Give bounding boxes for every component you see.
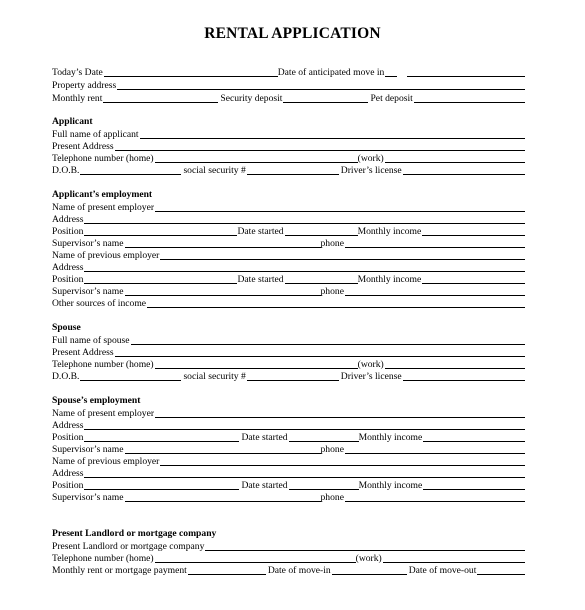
spouse-employment-heading: Spouse’s employment [52,395,141,406]
row-app-position2 [52,273,525,285]
row-applicant-phone [52,152,525,164]
applicant-heading: Applicant [52,116,93,127]
sp-date-started2-field[interactable] [289,481,359,490]
row-applicant-dob [52,164,525,176]
sp-supervisor-label: Supervisor’s name [52,444,124,455]
row-app-supervisor2 [52,285,525,297]
form-title: RENTAL APPLICATION [204,25,381,42]
sp-phone-field[interactable] [345,445,525,454]
app-monthly-income-field[interactable] [422,227,525,236]
security-deposit-field[interactable] [283,94,368,103]
monthly-rent-label: Monthly rent [52,93,103,104]
sp-address2-field[interactable] [84,469,525,478]
move-in-gap [385,68,397,77]
spouse-dob-label: D.O.B. [52,371,80,382]
app-phone-label: phone [320,238,344,249]
sp-phone2-label: phone [320,492,344,503]
app-other-income-field[interactable] [147,299,525,308]
applicant-phone-home-field[interactable] [155,154,358,163]
spouse-address-label: Present Address [52,347,114,358]
row-spouse-name [52,334,525,346]
app-phone-field[interactable] [345,239,525,248]
row-spouse-phone [52,358,525,370]
todays-date-field[interactable] [104,68,278,77]
row-sp-supervisor2 [52,491,525,503]
applicant-dob-field[interactable] [80,166,181,175]
sp-date-started-field[interactable] [289,433,359,442]
applicant-name-field[interactable] [140,130,525,139]
monthly-payment-field[interactable] [188,566,266,575]
spouse-phone-home-field[interactable] [155,360,358,369]
applicant-employment-heading: Applicant’s employment [52,189,153,200]
app-other-income-label: Other sources of income [52,298,147,309]
row-sp-position [52,431,525,443]
app-position2-field[interactable] [84,275,237,284]
applicant-work-label: (work) [357,153,384,164]
security-deposit-label: Security deposit [220,93,283,104]
row-property-address [52,79,525,91]
sp-address2-label: Address [52,468,84,479]
spouse-work-label: (work) [357,359,384,370]
row-applicant-name [52,128,525,140]
row-sp-supervisor [52,443,525,455]
sp-previous-employer-label: Name of previous employer [52,456,160,467]
todays-date-label: Today’s Date [52,67,103,78]
app-date-started-label: Date started [237,226,284,237]
app-monthly-income2-field[interactable] [422,275,525,284]
date-move-out-label: Date of move-out [408,565,477,576]
row-app-address [52,213,525,225]
landlord-heading: Present Landlord or mortgage company [52,528,217,539]
pet-deposit-field[interactable] [414,94,525,103]
row-app-address2 [52,261,525,273]
landlord-company-label: Present Landlord or mortgage company [52,541,205,552]
move-in-field[interactable] [407,68,525,77]
row-landlord-phone [52,552,525,564]
row-app-present-employer [52,201,525,213]
row-sp-address [52,419,525,431]
spouse-ssn-label: social security # [183,371,246,382]
row-sp-position2 [52,479,525,491]
row-monthly-rent [52,92,525,104]
date-move-out-field[interactable] [477,566,525,575]
row-todays-date [52,66,525,78]
app-phone2-field[interactable] [345,287,525,296]
property-address-field[interactable] [117,81,525,90]
landlord-phone-label: Telephone number (home) [52,553,154,564]
date-move-in-field[interactable] [332,566,407,575]
sp-date-started-label: Date started [241,432,288,443]
app-phone2-label: phone [320,286,344,297]
row-app-position [52,225,525,237]
row-spouse-dob [52,370,525,382]
sp-position2-label: Position [52,480,84,491]
row-sp-present-employer [52,407,525,419]
app-monthly-income-label: Monthly income [357,226,422,237]
app-address-label: Address [52,214,84,225]
sp-supervisor-field[interactable] [125,445,321,454]
sp-supervisor2-label: Supervisor’s name [52,492,124,503]
spouse-heading: Spouse [52,322,81,333]
applicant-dob-label: D.O.B. [52,165,80,176]
sp-position2-field[interactable] [84,481,239,490]
app-position-field[interactable] [84,227,237,236]
spouse-license-label: Driver’s license [340,371,402,382]
sp-address-field[interactable] [84,421,525,430]
app-supervisor2-label: Supervisor’s name [52,286,124,297]
app-monthly-income2-label: Monthly income [357,274,422,285]
app-position-label: Position [52,226,84,237]
sp-present-employer-label: Name of present employer [52,408,155,419]
date-move-in-label: Date of move-in [267,565,331,576]
sp-date-started2-label: Date started [241,480,288,491]
app-position2-label: Position [52,274,84,285]
sp-supervisor2-field[interactable] [125,493,321,502]
property-address-label: Property address [52,80,117,91]
row-app-supervisor [52,237,525,249]
app-address-field[interactable] [84,215,525,224]
app-supervisor-field[interactable] [125,239,321,248]
app-present-employer-label: Name of present employer [52,202,155,213]
spouse-license-field[interactable] [403,372,525,381]
landlord-phone-work-field[interactable] [383,554,525,563]
spouse-ssn-field[interactable] [247,372,339,381]
sp-position-label: Position [52,432,84,443]
spouse-name-label: Full name of spouse [52,335,130,346]
monthly-payment-label: Monthly rent or mortgage payment [52,565,187,576]
sp-address-label: Address [52,420,84,431]
row-landlord-payment [52,564,525,576]
applicant-phone-label: Telephone number (home) [52,153,154,164]
sp-position-field[interactable] [84,433,239,442]
move-in-label: Date of anticipated move in [277,67,385,78]
applicant-address-label: Present Address [52,141,114,152]
app-address2-field[interactable] [84,263,525,272]
app-date-started-field[interactable] [285,227,358,236]
applicant-license-field[interactable] [403,166,525,175]
app-previous-employer-label: Name of previous employer [52,250,160,261]
applicant-address-field[interactable] [115,142,525,151]
spouse-dob-field[interactable] [80,372,181,381]
sp-monthly-income-field[interactable] [423,433,525,442]
sp-monthly-income2-label: Monthly income [358,480,423,491]
monthly-rent-field[interactable] [103,94,218,103]
app-present-employer-field[interactable] [155,203,525,212]
app-supervisor-label: Supervisor’s name [52,238,124,249]
sp-present-employer-field[interactable] [155,409,525,418]
row-landlord-company [52,540,525,552]
row-applicant-address [52,140,525,152]
applicant-name-label: Full name of applicant [52,129,139,140]
row-app-other-income [52,297,525,309]
sp-previous-employer-field[interactable] [160,457,525,466]
applicant-ssn-label: social security # [183,165,246,176]
spouse-phone-work-field[interactable] [385,360,525,369]
spouse-address-field[interactable] [115,348,525,357]
sp-phone2-field[interactable] [345,493,525,502]
spouse-phone-label: Telephone number (home) [52,359,154,370]
landlord-work-label: (work) [355,553,382,564]
row-sp-previous-employer [52,455,525,467]
app-date-started2-label: Date started [237,274,284,285]
app-date-started2-field[interactable] [285,275,358,284]
spouse-name-field[interactable] [131,336,525,345]
pet-deposit-label: Pet deposit [370,93,413,104]
landlord-company-field[interactable] [205,542,525,551]
row-sp-address2 [52,467,525,479]
row-app-previous-employer [52,249,525,261]
landlord-phone-home-field[interactable] [155,554,356,563]
app-previous-employer-field[interactable] [160,251,525,260]
applicant-license-label: Driver’s license [340,165,402,176]
sp-phone-label: phone [320,444,344,455]
applicant-phone-work-field[interactable] [385,154,525,163]
row-spouse-address [52,346,525,358]
app-supervisor2-field[interactable] [125,287,321,296]
sp-monthly-income-label: Monthly income [358,432,423,443]
sp-monthly-income2-field[interactable] [423,481,525,490]
applicant-ssn-field[interactable] [247,166,339,175]
app-address2-label: Address [52,262,84,273]
